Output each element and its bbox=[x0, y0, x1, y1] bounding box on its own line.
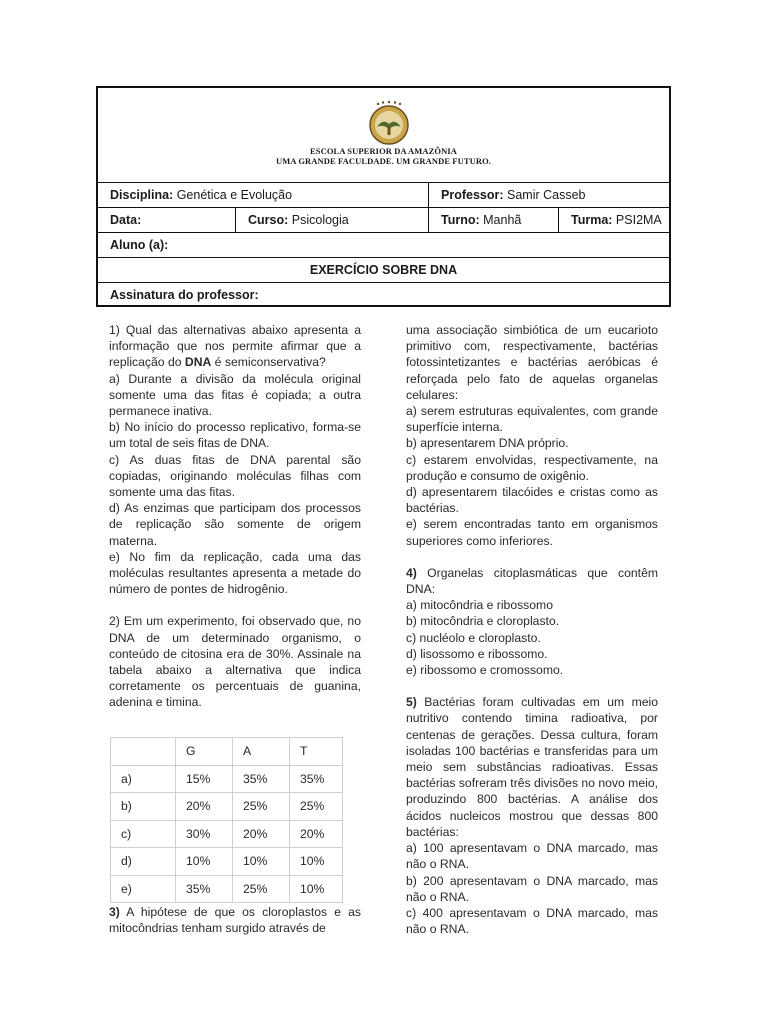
row-disciplina bbox=[98, 182, 669, 207]
disciplina-label: Disciplina: bbox=[110, 188, 174, 202]
table-cell: 20% bbox=[176, 793, 233, 821]
q3-option-b: b) apresentarem DNA próprio. bbox=[406, 436, 569, 451]
q1-option-a: a) Durante a divisão da molécula original somente uma das fitas é copiada; a outra permanece inativa. bbox=[109, 371, 361, 419]
q3-number: 3) bbox=[109, 905, 120, 919]
exercise-title: EXERCÍCIO SOBRE DNA bbox=[309, 263, 458, 277]
table-header-cell: T bbox=[290, 738, 343, 766]
table-cell: 25% bbox=[233, 793, 290, 821]
professor-value: Samir Casseb bbox=[507, 188, 586, 202]
turno-value: Manhã bbox=[483, 213, 522, 227]
professor-cell bbox=[428, 183, 673, 207]
turma-value: PSI2MA bbox=[615, 213, 662, 227]
table-cell: 20% bbox=[233, 820, 290, 848]
table-header-cell: A bbox=[233, 738, 290, 766]
q3-option-e: e) serem encontradas tanto em organismos superiores como inferiores. bbox=[406, 517, 658, 548]
q5-number: 5) bbox=[406, 695, 417, 710]
q1-option-b: b) No início do processo replicativo, forma-se um total de seis fitas de DNA. bbox=[109, 420, 361, 451]
left-column bbox=[109, 322, 361, 711]
table-row bbox=[111, 820, 343, 848]
table-cell: b) bbox=[111, 793, 176, 821]
q1-stem-bold: DNA bbox=[184, 355, 212, 370]
aluno-label: Aluno (a): bbox=[110, 238, 169, 252]
table-cell: 10% bbox=[233, 848, 290, 876]
q5-stem-text: Bactérias foram cultivadas em um meio nutritivo contendo timina radioativa, por centenas de gerações. Dessa cultura, foram isoladas 100 bactérias e transferidas para um meio sem substâncias radioativas. Essas bactérias sofreram três divisões no novo meio, produzindo 800 bactérias. A análise dos ácidos nucleicos mostrou que dessas 800 bactérias: bbox=[406, 695, 658, 839]
turno-label: Turno: bbox=[441, 213, 480, 227]
table-cell: e) bbox=[111, 875, 176, 903]
row-aluno bbox=[98, 232, 669, 257]
row-title bbox=[98, 257, 669, 282]
turma-cell bbox=[558, 208, 673, 232]
table-row bbox=[111, 848, 343, 876]
professor-label: Professor: bbox=[441, 188, 504, 202]
table-header-row bbox=[111, 738, 343, 766]
q4-stem bbox=[406, 565, 658, 597]
q1-option-e: e) No fim da replicação, cada uma das moléculas resultantes apresenta a metade do número de pontes de hidrogênio. bbox=[109, 549, 361, 597]
q1-option-c: c) As duas fitas de DNA parental são copiadas, originando moléculas filhas com somente uma das fitas. bbox=[109, 452, 361, 500]
q4-option-d: d) lisossomo e ribossomo. bbox=[406, 646, 548, 661]
table-cell: 20% bbox=[290, 820, 343, 848]
turno-cell bbox=[428, 208, 558, 232]
curso-cell bbox=[235, 208, 428, 232]
q3-start bbox=[109, 904, 361, 936]
logo-area bbox=[98, 88, 669, 182]
q1-option-d: d) As enzimas que participam dos processos de replicação são somente de origem materna. bbox=[109, 501, 361, 548]
q4-option-e: e) ribossomo e cromossomo. bbox=[406, 663, 564, 678]
header-box bbox=[96, 86, 671, 307]
table-header-cell: G bbox=[176, 738, 233, 766]
table-cell: 30% bbox=[176, 820, 233, 848]
q3-option-a: a) serem estruturas equivalentes, com grande superfície interna. bbox=[406, 404, 658, 435]
table-cell: a) bbox=[111, 765, 176, 793]
school-logo-icon bbox=[366, 100, 412, 146]
q4-option-b: b) mitocôndria e cloroplasto. bbox=[406, 614, 560, 629]
table-cell: 25% bbox=[290, 793, 343, 821]
data-cell bbox=[98, 208, 235, 232]
q5-stem bbox=[406, 694, 658, 840]
curso-value: Psicologia bbox=[291, 213, 349, 227]
q3-stem-start bbox=[109, 904, 361, 936]
table-cell: 15% bbox=[176, 765, 233, 793]
disciplina-value: Genética e Evolução bbox=[176, 188, 293, 202]
table-cell: 10% bbox=[290, 848, 343, 876]
q5-option-a: a) 100 apresentavam o DNA marcado, mas não o RNA. bbox=[406, 841, 658, 872]
q2-answer-table bbox=[110, 737, 343, 903]
q3-stem-continued: uma associação simbiótica de um eucarioto primitivo com, respectivamente, bactérias fotossintetizantes e bactérias aeróbicas é reforçada pelo fato de aquelas organelas celulares: bbox=[406, 323, 658, 402]
row-assinatura bbox=[98, 282, 669, 307]
table-cell: c) bbox=[111, 820, 176, 848]
turma-label: Turma: bbox=[571, 213, 613, 227]
right-column bbox=[406, 322, 658, 937]
table-cell: d) bbox=[111, 848, 176, 876]
exercise-title-cell bbox=[98, 258, 669, 282]
q2-stem: 2) Em um experimento, foi observado que, no DNA de um determinado organismo, o conteúdo de citosina era de 30%. Assinale na tabela abaixo a alternativa que indica corretamente os percentuais de guanina, adenina e timina. bbox=[109, 614, 361, 710]
assinatura-label: Assinatura do professor: bbox=[110, 288, 259, 302]
table-cell: 25% bbox=[233, 875, 290, 903]
aluno-cell bbox=[98, 233, 669, 257]
table-header-cell bbox=[111, 738, 176, 766]
q1-stem-end: é semiconservativa? bbox=[211, 355, 326, 370]
q3-stem-text: A hipótese de que os cloroplastos e as mitocôndrias tenham surgido através de bbox=[109, 905, 361, 936]
q3-option-c: c) estarem envolvidas, respectivamente, na produção e consumo de oxigênio. bbox=[406, 452, 658, 483]
table-cell: 10% bbox=[176, 848, 233, 876]
school-slogan: UMA GRANDE FACULDADE. UM GRANDE FUTURO. bbox=[275, 156, 492, 166]
q4-option-a: a) mitocôndria e ribossomo bbox=[406, 598, 553, 613]
table-cell: 35% bbox=[290, 765, 343, 793]
table-row bbox=[111, 765, 343, 793]
table-row bbox=[111, 793, 343, 821]
table-cell: 35% bbox=[233, 765, 290, 793]
q4-option-c: c) nucléolo e cloroplasto. bbox=[406, 630, 541, 645]
q4-number: 4) bbox=[406, 565, 417, 580]
row-data bbox=[98, 207, 669, 232]
school-name: ESCOLA SUPERIOR DA AMAZÔNIA bbox=[310, 146, 457, 156]
assinatura-cell bbox=[98, 283, 669, 307]
curso-label: Curso: bbox=[248, 213, 289, 227]
q3-option-d: d) apresentarem tilacóides e cristas como as bactérias. bbox=[406, 485, 658, 516]
q1-stem bbox=[109, 322, 361, 371]
q1-stem-text: 1) Qual das alternativas abaixo apresenta a informação que nos permite afirmar que a replicação do bbox=[109, 323, 361, 370]
data-label: Data: bbox=[110, 213, 142, 227]
q4-stem-text: Organelas citoplasmáticas que contêm DNA: bbox=[406, 565, 658, 597]
disciplina-cell bbox=[98, 183, 428, 207]
q5-option-b: b) 200 apresentavam o DNA marcado, mas não o RNA. bbox=[406, 873, 658, 904]
q5-option-c: c) 400 apresentavam o DNA marcado, mas não o RNA. bbox=[406, 905, 658, 937]
table-cell: 35% bbox=[176, 875, 233, 903]
table-row bbox=[111, 875, 343, 903]
table-cell: 10% bbox=[290, 875, 343, 903]
